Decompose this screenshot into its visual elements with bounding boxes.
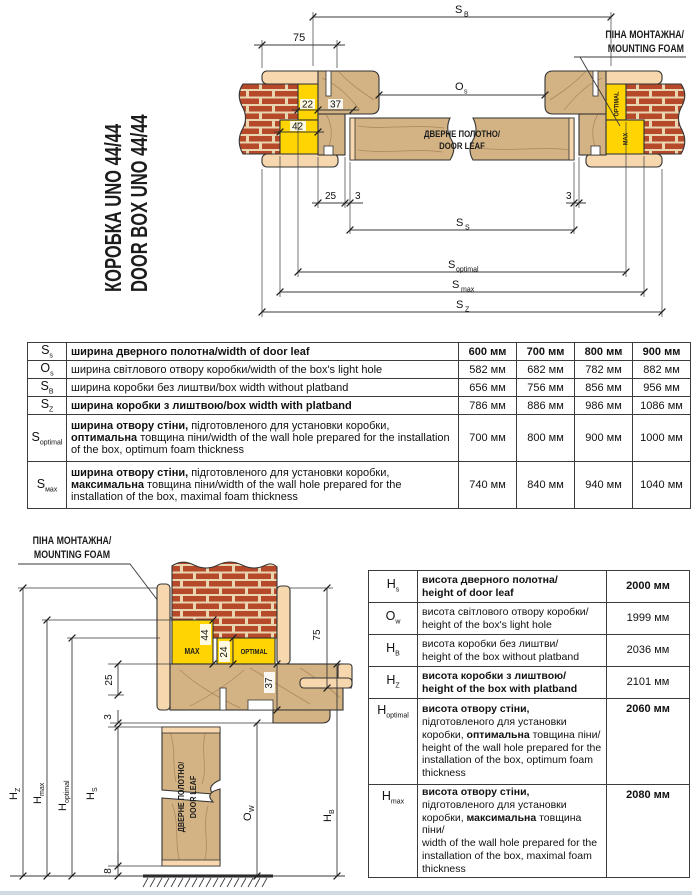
svg-text:S: S — [452, 279, 460, 291]
value-cell: 1999 мм — [607, 603, 690, 635]
svg-text:S: S — [456, 299, 464, 311]
frame-groove — [326, 71, 331, 96]
frame-rabbet — [248, 700, 273, 710]
dim-44: 44 — [200, 629, 211, 641]
symbol-cell: $H_B$ — [369, 635, 418, 667]
value-cell: 782 мм — [575, 361, 633, 379]
dim-25: 25 — [104, 674, 115, 686]
foam-caption-max — [623, 133, 629, 145]
dim-label-ow — [242, 805, 256, 821]
mounting-foam-callout — [18, 535, 174, 622]
mounting-foam-label-uk: ПІНА МОНТАЖНА/ — [605, 29, 684, 42]
svg-text:MAX: MAX — [623, 132, 630, 146]
wall-head-assembly — [157, 562, 352, 723]
mounting-foam-label-en: MOUNTING FOAM — [607, 43, 684, 56]
svg-text:S: S — [456, 217, 464, 229]
table-row — [28, 379, 691, 397]
value-cell: 2000 мм — [607, 571, 690, 603]
value-cell: 2080 мм — [607, 785, 690, 878]
leaf-edge-band — [162, 860, 220, 866]
leader-line — [18, 564, 174, 622]
value-cell: 682 мм — [517, 361, 575, 379]
mounting-foam-label-en: MOUNTING FOAM — [33, 549, 111, 562]
table-row — [28, 343, 691, 361]
value-cell: 940 мм — [575, 462, 633, 509]
value-cell: 700 мм — [459, 415, 517, 462]
door-frame-stop — [273, 710, 330, 723]
frame-notch — [591, 146, 600, 155]
svg-text:O: O — [242, 812, 254, 821]
symbol-cell: $S_{мах}$ — [28, 462, 67, 509]
dim-label-hoptimal — [57, 780, 71, 811]
dim-75: 75 — [312, 629, 323, 641]
table-row — [28, 462, 691, 509]
description-cell: висота світлового отвору коробки/ height of the box's light hole — [418, 603, 607, 635]
svg-text:42: 42 — [292, 121, 304, 133]
platband-left — [157, 584, 170, 710]
value-cell: 700 мм — [517, 343, 575, 361]
symbol-cell: $O_w$ — [369, 603, 418, 635]
svg-text:max: max — [461, 286, 475, 294]
svg-text:Z: Z — [465, 306, 470, 314]
leaf-edge-band — [162, 727, 220, 733]
table-row — [369, 635, 690, 667]
svg-text:optimal: optimal — [456, 266, 479, 274]
dim-3: 3 — [103, 714, 114, 720]
table-row — [369, 785, 690, 878]
description-cell: ширина коробки з лиштвою/box width with platband — [67, 397, 459, 415]
dim-label-hmax — [32, 782, 46, 804]
horizontal-section-diagram — [222, 0, 692, 335]
door-leaf-label-en: DOOR LEAF — [439, 140, 485, 152]
value-cell: 656 мм — [459, 379, 517, 397]
value-cell: 900 мм — [633, 343, 691, 361]
value-cell: 1040 мм — [633, 462, 691, 509]
foam-caption-max: MAX — [184, 646, 200, 657]
platband-cap — [586, 154, 662, 167]
value-cell: 1000 мм — [633, 415, 691, 462]
door-leaf-label-uk: ДВЕРНЕ ПОЛОТНО/ — [423, 128, 501, 140]
symbol-cell: $S_s$ — [28, 343, 67, 361]
leaf-edge-band — [569, 118, 574, 160]
description-cell: ширина світлового отвору коробки/width of the box's light hole — [67, 361, 459, 379]
dim-24: 24 — [219, 646, 230, 658]
svg-text:H: H — [85, 792, 97, 800]
table-row — [369, 699, 690, 785]
description-cell: ширина отвору стіни, підготовленого для установки коробки, оптимальна товщина піни/width of the wall hole prepared for the installation of the box, optimum foam thickness — [67, 415, 459, 462]
description-cell: висота коробки без лиштви/ height of the box without platband — [418, 635, 607, 667]
value-cell: 856 мм — [575, 379, 633, 397]
width-dimensions-table — [27, 342, 691, 509]
symbol-cell: $H_Z$ — [369, 667, 418, 699]
door-leaf-label-en: DOOR LEAF — [188, 775, 199, 819]
table-row — [28, 397, 691, 415]
page-edge-strip — [0, 891, 692, 895]
symbol-cell: $S_Z$ — [28, 397, 67, 415]
svg-text:3: 3 — [355, 191, 361, 202]
table-row — [369, 603, 690, 635]
leaf-edge-band — [350, 118, 355, 160]
value-cell: 800 мм — [517, 415, 575, 462]
svg-text:max: max — [39, 782, 46, 796]
table-row — [28, 361, 691, 379]
foam-caption-optimal — [614, 91, 620, 116]
table-row — [369, 667, 690, 699]
value-cell: 1086 мм — [633, 397, 691, 415]
platband-right — [277, 586, 290, 664]
svg-text:S: S — [92, 787, 99, 792]
page-title — [100, 45, 152, 292]
description-cell: висота коробки з лиштвою/ height of the box with platband — [418, 667, 607, 699]
title-line-en: DOOR BOX UNO 44/44 — [126, 114, 152, 292]
dim-8: 8 — [103, 868, 114, 874]
mounting-foam-label-uk: ПІНА МОНТАЖНА/ — [32, 535, 112, 548]
value-cell: 2036 мм — [607, 635, 690, 667]
description-cell: висота отвору стіни, підготовленого для установки коробки, оптимальна товщина піни/ height of the wall hole prepared for the installation of the box, optimum foam thickness — [418, 699, 607, 785]
svg-text:25: 25 — [325, 191, 337, 202]
svg-text:O: O — [455, 81, 464, 93]
symbol-cell: $O_s$ — [28, 361, 67, 379]
dim-label-hb — [322, 809, 336, 822]
floor-line — [143, 876, 273, 887]
svg-text:S: S — [448, 259, 456, 271]
svg-text:s: s — [464, 88, 468, 96]
dim-label-hs — [85, 787, 99, 800]
height-dimensions-table — [368, 570, 690, 878]
value-cell: 986 мм — [575, 397, 633, 415]
foam-caption-optimal: OPTIMAL — [240, 648, 268, 657]
description-cell: ширина дверного полотна/width of door leaf — [67, 343, 459, 361]
door-leaf-label-uk: ДВЕРНЕ ПОЛОТНО/ — [176, 761, 187, 833]
symbol-cell: $S_B$ — [28, 379, 67, 397]
symbol-cell: $H_{optimal}$ — [369, 699, 418, 785]
platband-cap — [262, 154, 338, 167]
value-cell: 740 мм — [459, 462, 517, 509]
svg-text:W: W — [249, 805, 256, 812]
table-row — [28, 415, 691, 462]
value-cell: 800 мм — [575, 343, 633, 361]
value-cell: 756 мм — [517, 379, 575, 397]
symbol-cell: $S_{optimal}$ — [28, 415, 67, 462]
svg-text:37: 37 — [330, 99, 342, 111]
svg-text:H: H — [8, 792, 20, 800]
value-cell: 882 мм — [633, 361, 691, 379]
svg-text:B: B — [464, 11, 469, 19]
svg-text:H: H — [32, 796, 44, 804]
description-cell: ширина отвору стіни, підготовленого для установки коробки, максимальна товщина піни/width of the wall hole prepared for the installation of the box, maximal foam thickness — [67, 462, 459, 509]
value-cell: 2060 мм — [607, 699, 690, 785]
value-cell: 886 мм — [517, 397, 575, 415]
value-cell: 900 мм — [575, 415, 633, 462]
value-cell: 956 мм — [633, 379, 691, 397]
value-cell: 840 мм — [517, 462, 575, 509]
value-cell: 582 мм — [459, 361, 517, 379]
svg-text:S: S — [455, 4, 463, 16]
svg-text:B: B — [329, 809, 336, 814]
dim-37: 37 — [264, 677, 275, 689]
svg-text:22: 22 — [302, 99, 314, 111]
vertical-section-diagram — [0, 520, 365, 895]
description-cell: висота отвору стіни, підготовленого для установки коробки, максимальна товщина піни/ width of the wall hole prepared for the installation of the box, maximal foam thickness — [418, 785, 607, 878]
table-row — [369, 571, 690, 603]
description-cell: висота дверного полотна/ height of door leaf — [418, 571, 607, 603]
svg-text:Z: Z — [15, 787, 22, 792]
svg-text:75: 75 — [293, 32, 306, 44]
svg-text:OPTIMAL: OPTIMAL — [614, 91, 621, 117]
svg-text:H: H — [322, 814, 334, 822]
title-line-uk: КОРОБКА UNO 44/44 — [100, 123, 126, 292]
svg-text:H: H — [57, 803, 69, 811]
svg-text:3: 3 — [566, 191, 572, 202]
frame-notch — [324, 146, 333, 155]
platband-lip — [300, 678, 352, 688]
value-cell: 600 мм — [459, 343, 517, 361]
value-cell: 2101 мм — [607, 667, 690, 699]
svg-text:optimal: optimal — [64, 780, 71, 803]
dim-label-hz — [8, 787, 22, 800]
door-leaf — [350, 118, 574, 160]
door-leaf — [162, 727, 220, 866]
symbol-cell: $H_{max}$ — [369, 785, 418, 878]
description-cell: ширина коробки без лиштви/box width without platband — [67, 379, 459, 397]
symbol-cell: $H_s$ — [369, 571, 418, 603]
value-cell: 786 мм — [459, 397, 517, 415]
frame-groove — [220, 688, 226, 710]
svg-text:S: S — [465, 224, 470, 232]
